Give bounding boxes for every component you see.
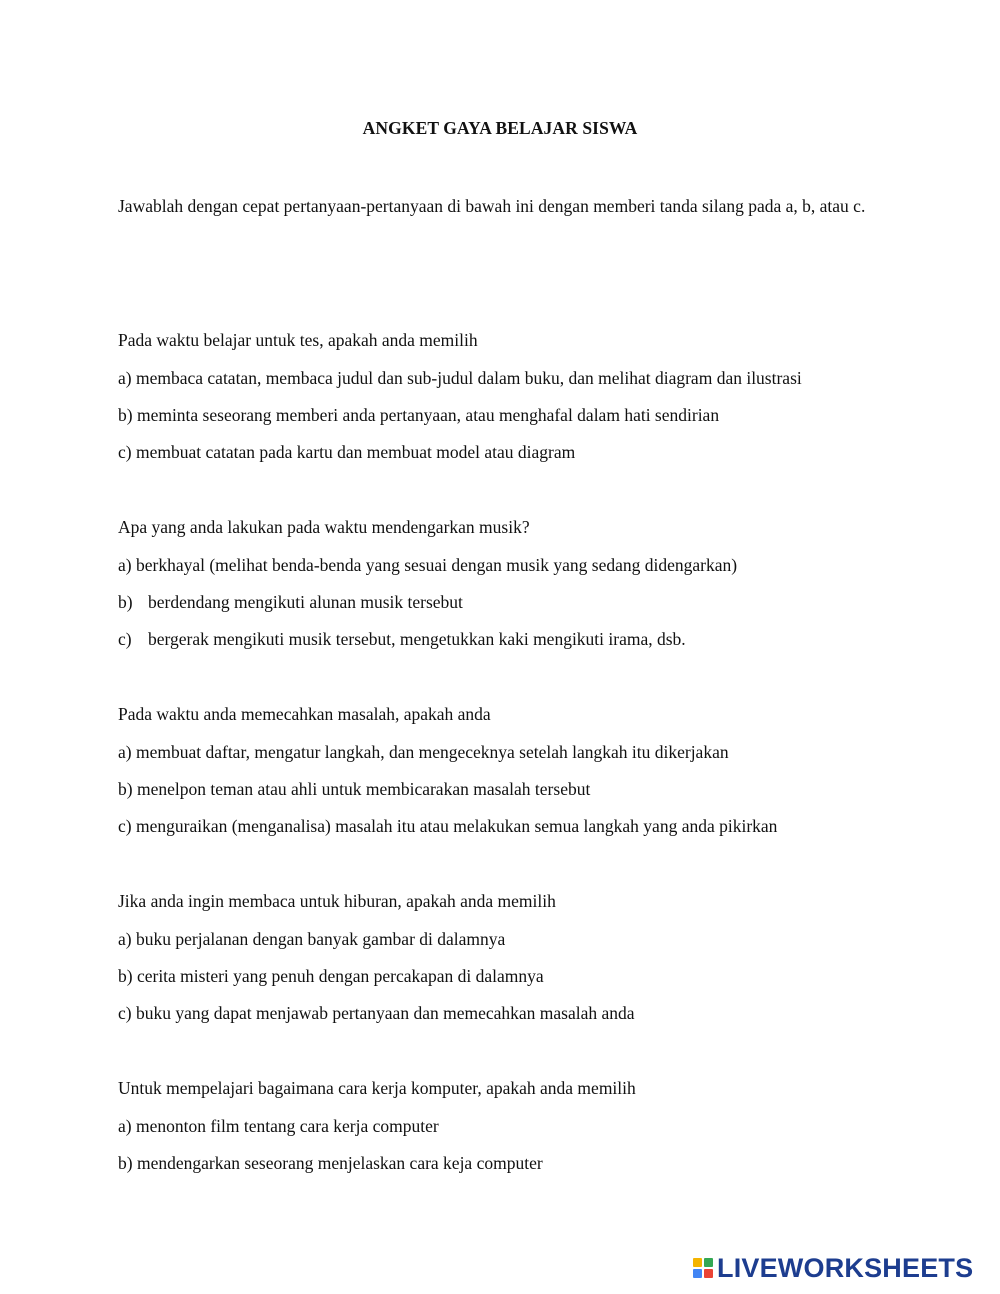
question-4-option-b[interactable] [118, 966, 544, 987]
question-1-option-b[interactable] [118, 405, 719, 426]
instructions: Jawablah dengan cepat pertanyaan-pertanyaan di bawah ini dengan memberi tanda silang pada a, b, atau c. [118, 196, 866, 216]
option-text: menguraikan (menganalisa) masalah itu atau melakukan semua langkah yang anda pikirkan [135, 816, 778, 836]
question-4-option-c[interactable] [118, 1003, 635, 1024]
option-text: berdendang mengikuti alunan musik tersebut [148, 592, 463, 612]
option-label: b) [118, 966, 133, 986]
question-2-option-c[interactable] [118, 629, 686, 650]
option-text: meminta seseorang memberi anda pertanyaan, atau menghafal dalam hati sendirian [136, 405, 720, 425]
option-label: c) [118, 629, 132, 649]
question-2-option-b[interactable] [118, 592, 463, 613]
option-label: c) [118, 1003, 132, 1023]
question-5-option-b[interactable] [118, 1153, 543, 1174]
question-1-option-a[interactable] [118, 368, 802, 389]
option-text: mendengarkan seseorang menjelaskan cara keja computer [136, 1153, 543, 1173]
question-1-option-c[interactable] [118, 442, 575, 463]
option-label: c) [118, 816, 132, 836]
option-label: b) [118, 405, 133, 425]
option-text: buku yang dapat menjawab pertanyaan dan memecahkan masalah anda [135, 1003, 635, 1023]
logo-mark-tile [704, 1269, 713, 1278]
question-5-option-a[interactable] [118, 1116, 439, 1137]
option-label: a) [118, 742, 132, 762]
question-4: Jika anda ingin membaca untuk hiburan, apakah anda memilih [118, 891, 556, 911]
option-text: menonton film tentang cara kerja computer [135, 1116, 439, 1136]
question-3-option-b[interactable] [118, 779, 590, 800]
question-3: Pada waktu anda memecahkan masalah, apakah anda [118, 704, 491, 724]
option-label: a) [118, 555, 132, 575]
question-1: Pada waktu belajar untuk tes, apakah anda memilih [118, 330, 478, 350]
option-text: buku perjalanan dengan banyak gambar di dalamnya [135, 929, 506, 949]
option-label: b) [118, 779, 133, 799]
option-text: membuat catatan pada kartu dan membuat model atau diagram [135, 442, 576, 462]
logo-mark-tile [704, 1258, 713, 1267]
liveworksheets-logo [693, 1254, 973, 1282]
question-3-option-c[interactable] [118, 816, 777, 837]
logo-mark-tile [693, 1269, 702, 1278]
question-2-option-a[interactable] [118, 555, 737, 576]
option-label: b) [118, 592, 133, 612]
option-label: c) [118, 442, 132, 462]
logo-mark-icon [693, 1258, 713, 1278]
option-text: menelpon teman atau ahli untuk membicarakan masalah tersebut [136, 779, 591, 799]
question-5: Untuk mempelajari bagaimana cara kerja komputer, apakah anda memilih [118, 1078, 636, 1098]
option-label: a) [118, 368, 132, 388]
option-text: membaca catatan, membaca judul dan sub-judul dalam buku, dan melihat diagram dan ilustrasi [135, 368, 802, 388]
option-label: a) [118, 929, 132, 949]
option-label: a) [118, 1116, 132, 1136]
option-text: berkhayal (melihat benda-benda yang sesuai dengan musik yang sedang didengarkan) [135, 555, 738, 575]
question-3-option-a[interactable] [118, 742, 729, 763]
logo-text: LIVEWORKSHEETS [717, 1252, 974, 1283]
option-text: cerita misteri yang penuh dengan percakapan di dalamnya [136, 966, 544, 986]
page-title: ANGKET GAYA BELAJAR SISWA [362, 118, 638, 138]
question-2: Apa yang anda lakukan pada waktu mendengarkan musik? [118, 517, 530, 537]
option-text: membuat daftar, mengatur langkah, dan mengeceknya setelah langkah itu dikerjakan [135, 742, 729, 762]
question-4-option-a[interactable] [118, 929, 505, 950]
logo-mark-tile [693, 1258, 702, 1267]
option-label: b) [118, 1153, 133, 1173]
option-text: bergerak mengikuti musik tersebut, mengetukkan kaki mengikuti irama, dsb. [148, 629, 686, 649]
